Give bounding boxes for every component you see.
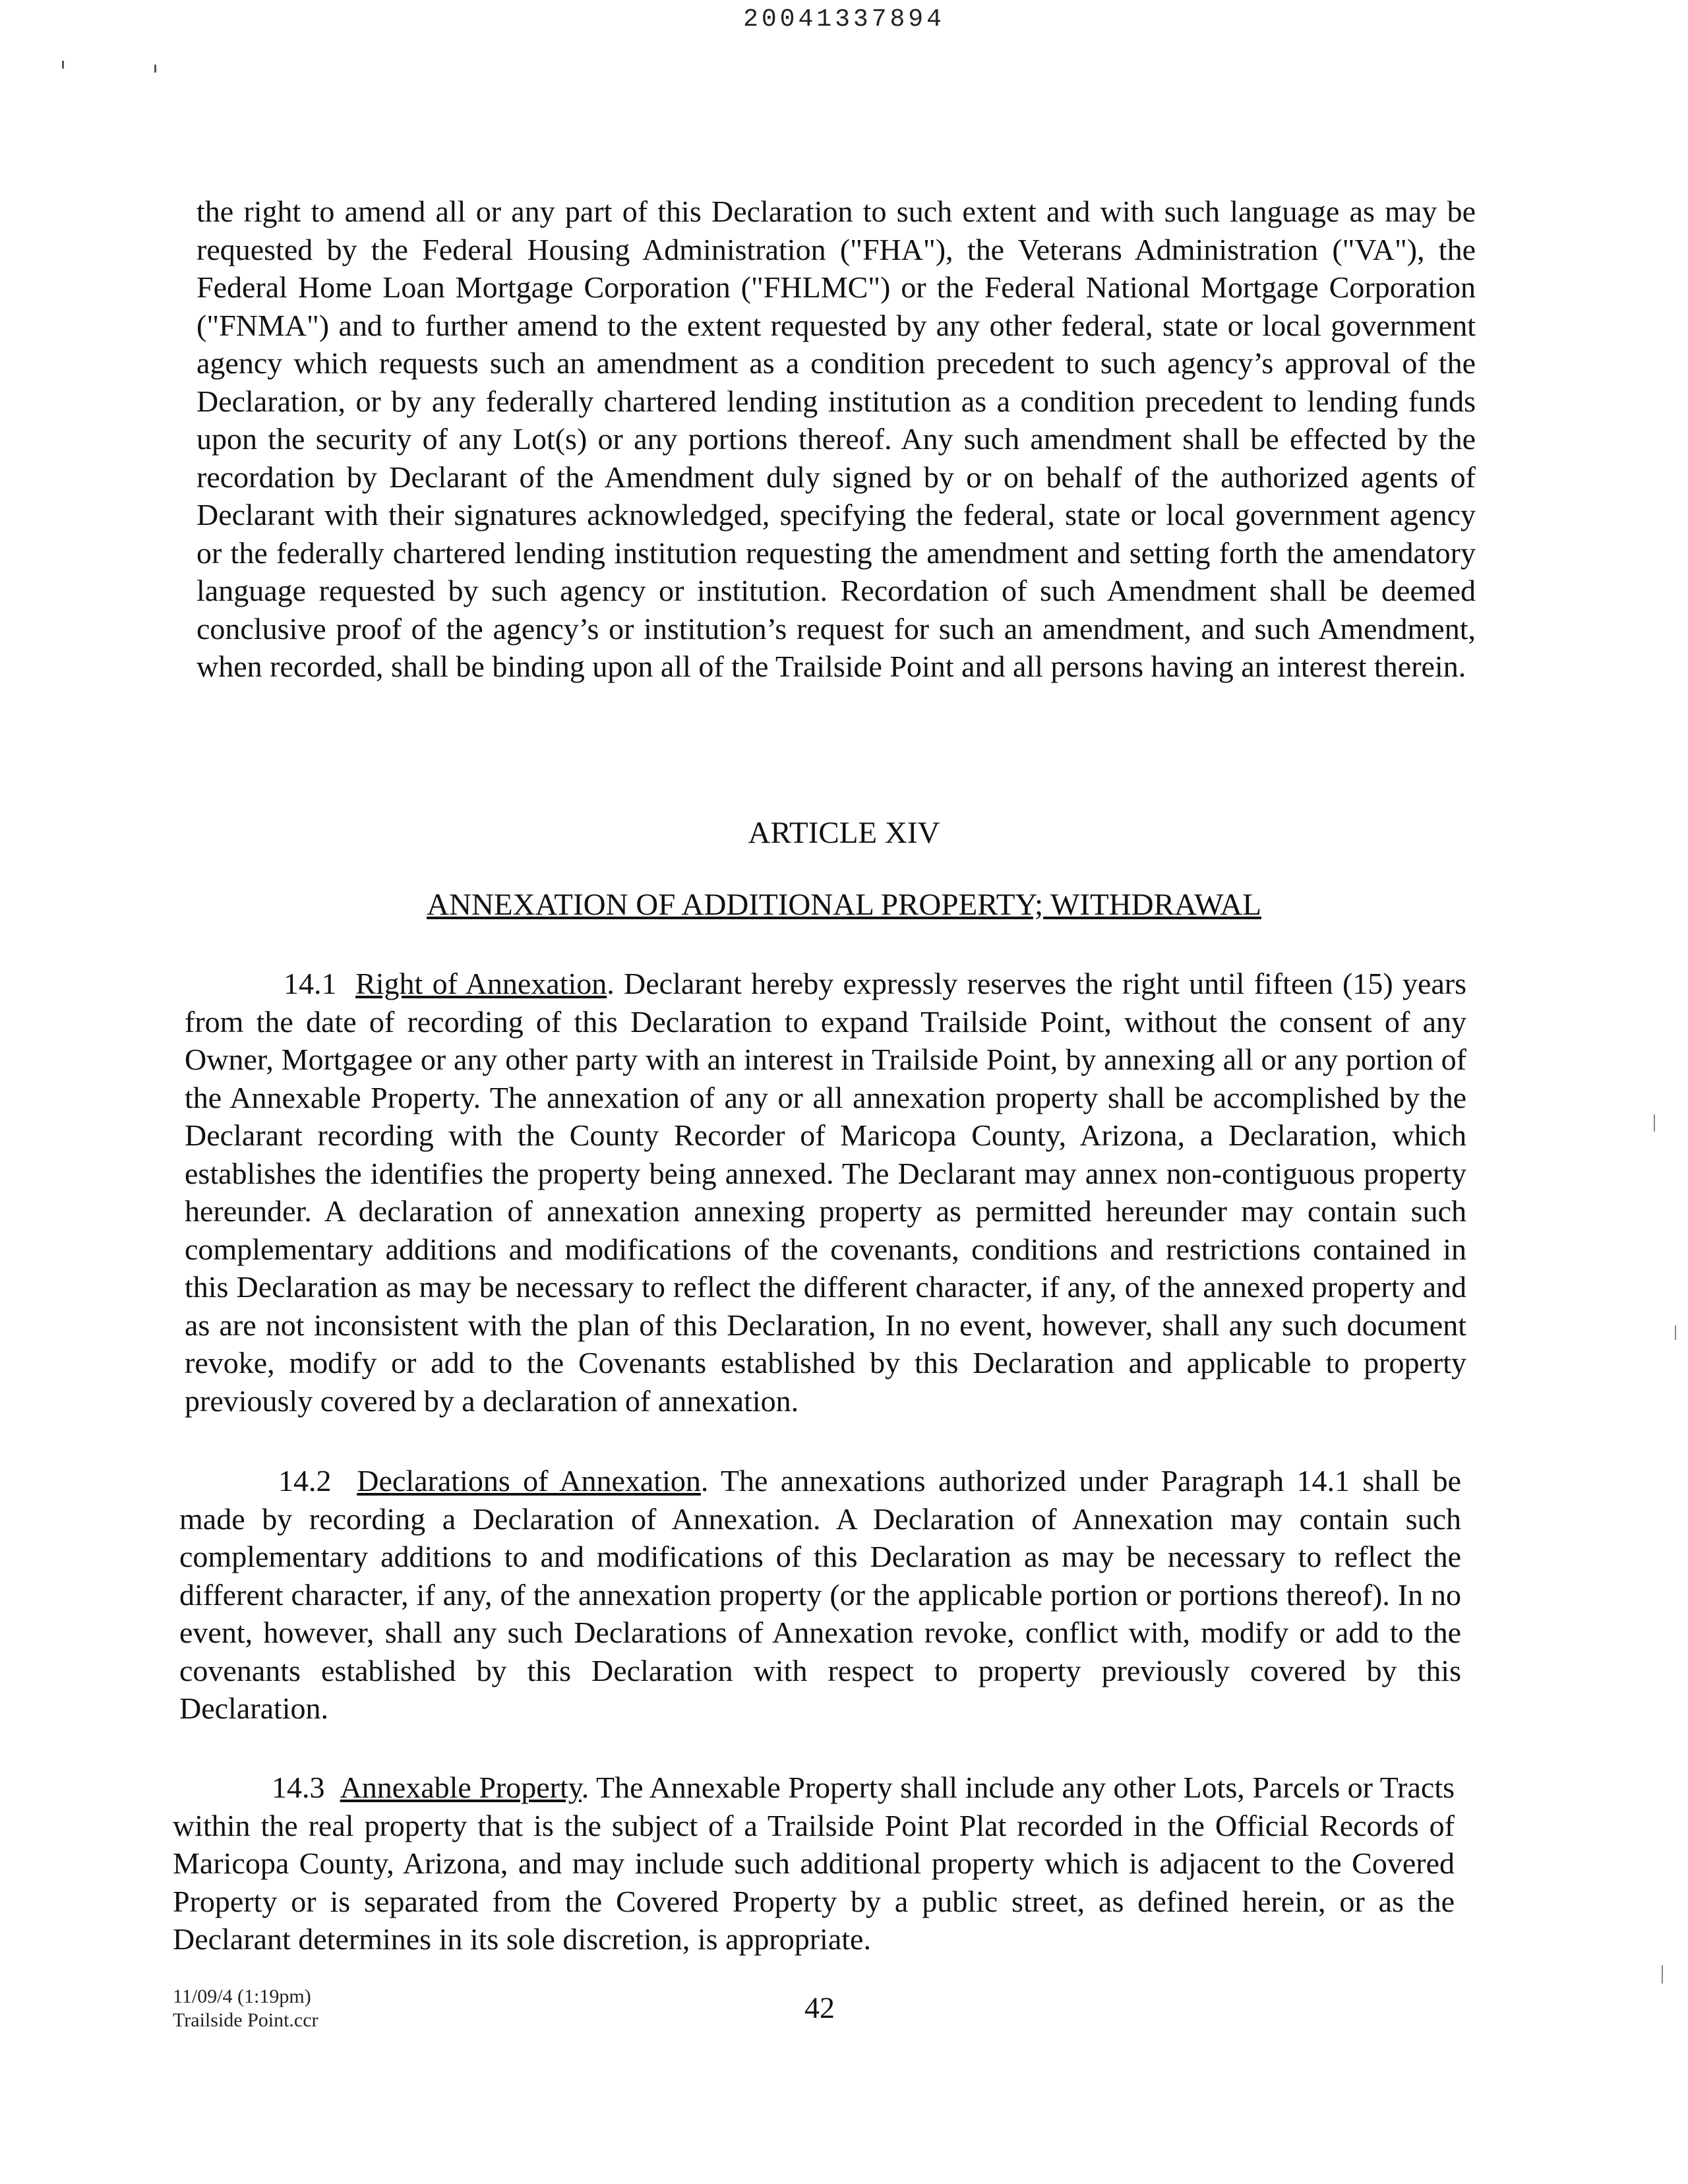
section-text: . The Annexable Property shall include any other Lots, Parcels or Tracts within the real property that is the subject of a Trailside Point Plat recorded in the Official Records of Maricopa County, Arizona, and may include such additional property which is adjacent to the Covered Property or is separated from the Covered Property by a public street, as defined herein, or as the Declarant determines in its sole discretion, is appropriate. [173, 1771, 1455, 1956]
scan-speck [62, 61, 64, 69]
scan-mark [1654, 1114, 1655, 1132]
section-number: 14.3 [272, 1771, 325, 1804]
scan-speck [154, 65, 156, 73]
section-number: 14.1 [284, 967, 337, 1000]
document-recording-number: 20041337894 [743, 5, 945, 34]
section-14-3 [173, 1769, 1455, 1958]
article-number: ARTICLE XIV [748, 816, 940, 850]
article-title: ANNEXATION OF ADDITIONAL PROPERTY; WITHDRAWAL [427, 888, 1261, 922]
intro-paragraph: the right to amend all or any part of this Declaration to such extent and with such language as may be requested by the Federal Housing Administration ("FHA"), the Veterans Administration ("VA"), the Federal Home Loan Mortgage Corporation ("FHLMC") or the Federal National Mortgage Corporation ("FNMA") and to further amend to the extent requested by any other federal, state or local government agency which requests such an amendment as a condition precedent to such agency’s approval of the Declaration, or by any federally chartered lending institution as a condition precedent to lending funds upon the security of any Lot(s) or any portions thereof. Any such amendment shall be effected by the recordation by Declarant of the Amendment duly signed by or on behalf of the authorized agents of Declarant with their signatures acknowledged, specifying the federal, state or local government agency or the federally chartered lending institution requesting the amendment and setting forth the amendatory language requested by such agency or institution. Recordation of such Amendment shall be deemed conclusive proof of the agency’s or institution’s request for such an amendment, and such Amendment, when recorded, shall be binding upon all of the Trailside Point and all persons having an interest therein. [196, 195, 1476, 683]
section-heading: Declarations of Annexation [357, 1464, 701, 1498]
section-text: . Declarant hereby expressly reserves the right until fifteen (15) years from the date of recording of this Declaration to expand Trailside Point, without the consent of any Owner, Mortgagee or any other party with an interest in Trailside Point, by annexing all or any portion of the Annexable Property. The annexation of any or all annexation property shall be accomplished by the Declarant recording with the County Recorder of Maricopa County, Arizona, a Declaration, which establishes the identifies the property being annexed. The Declarant may annex non-contiguous property hereunder. A declaration of annexation annexing property as permitted hereunder may contain such complementary additions and modifications of the covenants, conditions and restrictions contained in this Declaration as may be necessary to reflect the different character, if any, of the annexed property and as are not inconsistent with the plan of this Declaration, In no event, however, shall any such document revoke, modify or add to the Covenants established by this Declaration and applicable to property previously covered by a declaration of annexation. [185, 967, 1467, 1418]
footer-date: 11/09/4 (1:19pm) [173, 1986, 311, 2007]
footer-filename: Trailside Point.ccr [173, 2009, 318, 2031]
section-number: 14.2 [278, 1464, 332, 1498]
section-14-1 [185, 965, 1466, 1420]
scan-mark [1675, 1325, 1676, 1340]
section-heading: Right of Annexation [355, 967, 607, 1000]
footer-stamp [173, 1985, 318, 2032]
page-number: 42 [804, 1991, 835, 2024]
scan-mark [1662, 1965, 1663, 1984]
section-14-2 [179, 1462, 1461, 1728]
section-text: . The annexations authorized under Paragraph 14.1 shall be made by recording a Declaration of Annexation. A Declaration of Annexation may contain such complementary additions to and modifications of this Declaration as may be necessary to reflect the different character, if any, of the annexation property (or the applicable portion or portions thereof). In no event, however, shall any such Declarations of Annexation revoke, conflict with, modify or add to the covenants established by this Declaration with respect to property previously covered by this Declaration. [179, 1464, 1462, 1725]
section-heading: Annexable Property [340, 1771, 582, 1804]
